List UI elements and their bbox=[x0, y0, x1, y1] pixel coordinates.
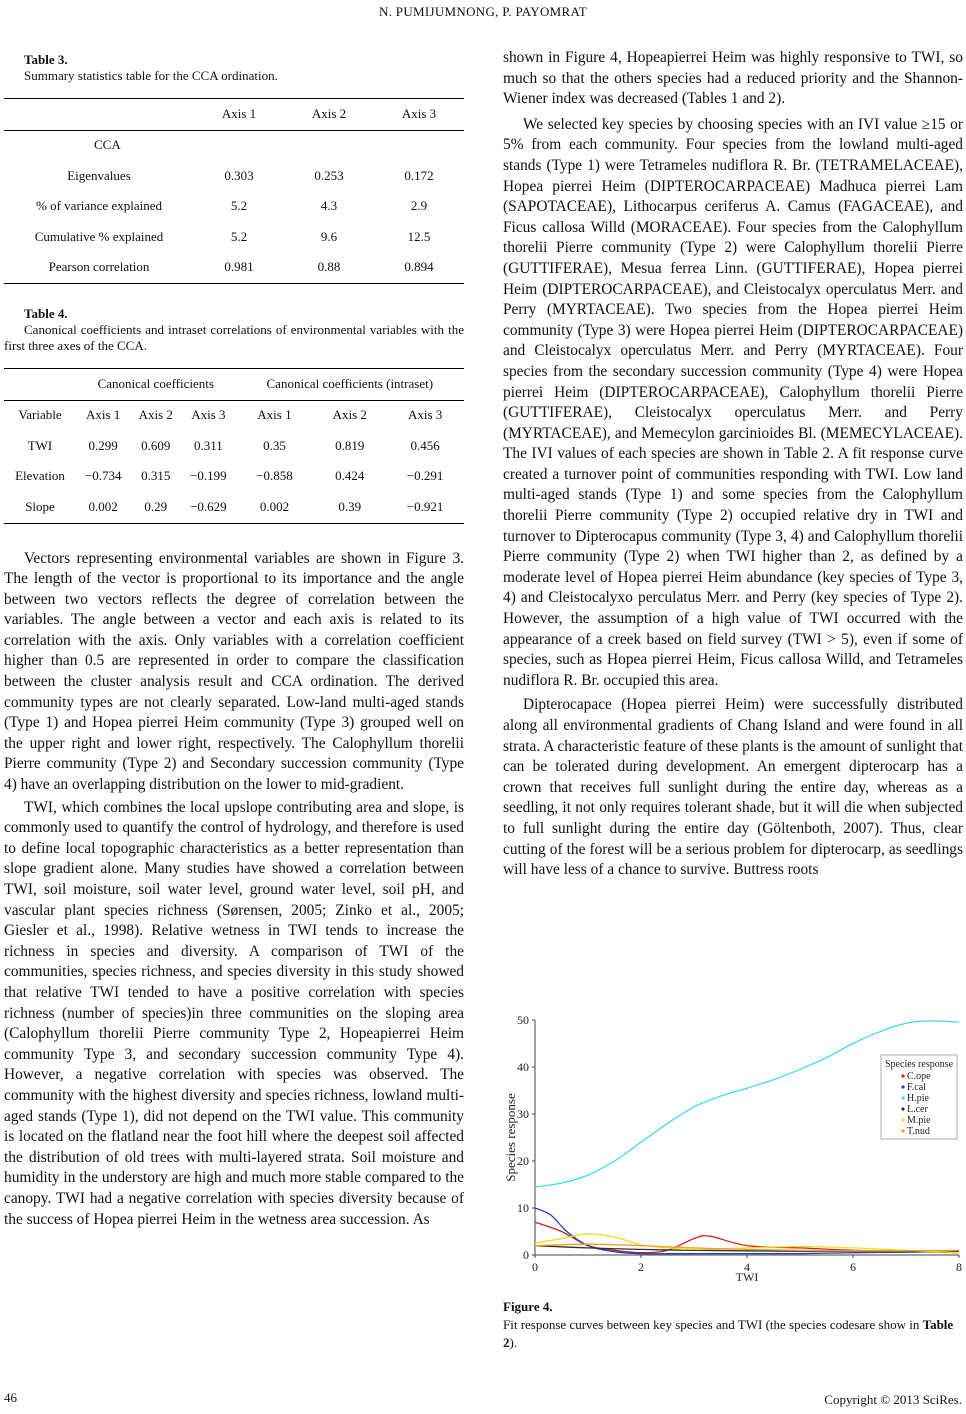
body-paragraph: TWI, which combines the local upslope contributing area and slope, is commonly used to quantify the control of hydrology, and therefore is used to define local topographic characteristics as a better representation than slope gradient alone. Many studies have showed a correlation between TWI, soil moisture, soil water level, ground water level, soil pH, and vascular plant species richness (Sørensen, 2005; Zinko et al., 2005; Giesler et al., 1998). Relative wetness in TWI tends to increase the richness in species and diversity. A comparison of TWI of the communities, species richness, and species diversity in this study showed that relative TWI tended to have a positive correlation with species richness (number of species)in three communities on the sloping area (Calophyllum thorelii Pierre community Type 2, Hopeapierrei Heim community Type 3, and secondary succession community Type 4). However, a negative correlation with species was observed. The community with the highest diversity and species richness, lowland multi-aged stands (Type 1), did not depend on the TWI value. This community is located on the flatland near the foot hill where the deepest soil affected the distribution of old trees with multi-layered strata. Soil moisture and humidity in the understory are high and much more stable compared to the canopy. TWI had a negative correlation with species diversity because of the success of Hopea pierrei Heim in the wetness area succession. As bbox=[4, 798, 464, 1228]
table-cell: 0.299 bbox=[88, 437, 118, 453]
table-row bbox=[4, 192, 464, 223]
x-axis-label: TWI bbox=[735, 1270, 759, 1282]
x-tick-label: 4 bbox=[744, 1260, 750, 1274]
caption-text: ). bbox=[509, 1335, 518, 1350]
legend-entry: T.nud bbox=[907, 1126, 930, 1137]
legend-entry: M.pie bbox=[907, 1115, 931, 1126]
figure4-caption bbox=[503, 1298, 963, 1352]
legend-entry: L.cer bbox=[907, 1104, 928, 1115]
left-column bbox=[4, 52, 464, 1230]
table-cell: 0.35 bbox=[263, 437, 286, 453]
table-header-cell: Axis 1 bbox=[76, 400, 130, 431]
table-cell: 0.29 bbox=[130, 492, 181, 523]
x-tick-label: 8 bbox=[956, 1260, 962, 1274]
table-row bbox=[4, 253, 464, 284]
table-header-cell: Axis 2 bbox=[284, 99, 374, 131]
table-header-cell: Axis 2 bbox=[313, 400, 386, 431]
table-cell: −0.291 bbox=[406, 468, 444, 484]
table-cell: −0.199 bbox=[190, 468, 227, 484]
table-cell: −0.629 bbox=[181, 492, 235, 523]
table-cell: 0.424 bbox=[335, 468, 365, 484]
table-cell: 0.88 bbox=[284, 253, 374, 284]
table-row bbox=[4, 431, 464, 462]
table-row bbox=[4, 492, 464, 523]
table4 bbox=[4, 368, 464, 524]
y-tick-label: 30 bbox=[517, 1107, 529, 1121]
y-tick-label: 10 bbox=[517, 1201, 529, 1215]
table-cell: 0.894 bbox=[374, 253, 464, 284]
page-number: 46 bbox=[4, 1390, 17, 1405]
series-line-f-cal bbox=[535, 1208, 959, 1254]
caption-ref: Table 2 bbox=[503, 1317, 954, 1350]
table-header-cell: Variable bbox=[4, 400, 76, 431]
legend-title: Species response bbox=[885, 1059, 954, 1070]
x-tick-label: 0 bbox=[532, 1260, 538, 1274]
table3-caption: Summary statistics table for the CCA ordination. bbox=[24, 68, 278, 83]
copyright-notice: Copyright © 2013 SciRes. bbox=[824, 1392, 962, 1407]
table-header-cell: Axis 2 bbox=[130, 400, 181, 431]
table-cell: 0.456 bbox=[410, 437, 440, 453]
table-cell: 0.253 bbox=[314, 167, 344, 183]
table-header-cell: Axis 1 bbox=[236, 400, 314, 431]
figure4-label: Figure 4. bbox=[503, 1299, 553, 1314]
legend-marker bbox=[901, 1107, 904, 1110]
table-row bbox=[4, 161, 464, 192]
table-cell: 0.609 bbox=[141, 437, 171, 453]
body-paragraph: We selected key species by choosing species with an IVI value ≥15 or 5% from each community. Four species from the lowland multi-aged stands (Type 1) were Tetrameles nudiflora R. Br. (TETRAMELACEAE), Hopea pierrei Heim (DIPTEROCARPACEAE) Madhuca pierrei Lam (SAPOTACEAE), Lithocarpus ceriferus A. Camus (FAGACEAE), and Ficus callosa Willd (MORACEAE). Four species from the Calophyllum thorelii Pierre community (Type 2) were Calophyllum thorelii Pierre (GUTTIFERAE), Mesua ferrea Linn. (GUTTIFERAE), Hopea pierrei Heim (DIPTEROCARPACEAE), and Cleistocalyx operculatus Merr. and Perry (MYRTACEAE). Two species from the Hopea pierrei Heim community (Type 3) were Hopea pierrei Heim (DIPTEROCARPACEAE) and Cleistocalyx operculatus Merr. and Perry (MYRTACEAE). Four species from the secondary succession community (Type 4) were Hopea pierrei Heim (DIPTEROCARPACEAE), Calophyllum thorelii Pierre (GUTTIFERAE), Cleistocalyx operculatus Merr. and Perry (MYRTACEAE), and Memecylon garcinioides Bl. (MEMECYLACEAE). The IVI values of each species are shown in Table 2. A fit response curve created a turnover point of communities responding with TWI. Low land multi-aged stands (Type 1) and some species from the Calophyllum thorelii Pierre community (Type 2) occupied relative dry in TWI and turnover to Dipterocapus community (Type 3, 4) and Calophyllum thorelii Pierre community (Type 2) when TWI higher than 2, as defined by a moderate level of Hopea pierrei Heim abundance (key species of Type 3, 4) and Cleistocalyxo perculatus Merr. and Perry (key species of Type 2). However, the assumption of a high value of TWI occurred with the appearance of a creek based on field survey (TWI > 5), even if some of species, such as Hopea pierrei Heim, Ficus callosa Willd, and Tetrameles nudiflora R. Br. occupied this area. bbox=[503, 115, 963, 689]
table-cell: 4.3 bbox=[320, 198, 338, 214]
legend-marker bbox=[901, 1074, 904, 1077]
table-cell: 12.5 bbox=[407, 228, 431, 244]
figure4-chart bbox=[503, 1012, 963, 1282]
table-cell: 0.303 bbox=[224, 167, 254, 183]
running-header: N. PUMIJUMNONG, P. PAYOMRAT bbox=[379, 4, 587, 19]
x-tick-label: 2 bbox=[638, 1260, 644, 1274]
table-cell: 2.9 bbox=[410, 198, 428, 214]
table-header-row bbox=[4, 99, 464, 131]
table-cell: 0.819 bbox=[335, 437, 365, 453]
y-tick-label: 0 bbox=[523, 1248, 529, 1262]
table-row bbox=[4, 222, 464, 253]
right-column bbox=[503, 48, 963, 881]
table-row bbox=[4, 462, 464, 493]
body-paragraph: Dipterocapace (Hopea pierrei Heim) were successfully distributed along all environmental gradients of Chang Island and were found in all strata. A characteristic feature of these plants is the amount of sunlight that can be tolerated during development. An emergent dipterocarp has a crown that receives full sunlight during the entire day, whereas as a seedling, it not only requires tolerant shade, but it will die when subjected to full sunlight during the entire day (Göltenboth, 2007). Thus, clear cutting of the forest will be a serious problem for dipterocarp, as seedlings will have less of a chance to survive. Buttress roots bbox=[503, 696, 963, 879]
table4-label: Table 4. bbox=[24, 306, 68, 321]
table-cell: −0.921 bbox=[386, 492, 464, 523]
table-cell: % of variance explained bbox=[36, 198, 162, 214]
table-header-cell: Axis 3 bbox=[181, 400, 235, 431]
table3-label: Table 3. bbox=[24, 52, 68, 67]
table-row bbox=[4, 130, 464, 161]
legend-entry: H.pie bbox=[907, 1093, 929, 1104]
table-cell: 0.981 bbox=[194, 253, 284, 284]
y-tick-label: 50 bbox=[517, 1013, 529, 1027]
table-cell: TWI bbox=[27, 437, 53, 453]
table-group-header-row bbox=[4, 369, 464, 401]
y-axis-label: Species response bbox=[503, 1093, 518, 1182]
legend-entry: F.cal bbox=[907, 1082, 926, 1093]
table-cell: 0.311 bbox=[194, 437, 223, 453]
y-tick-label: 40 bbox=[517, 1060, 529, 1074]
table3 bbox=[4, 98, 464, 284]
table4-caption: Canonical coefficients and intraset correlations of environmental variables with the first three axes of the CCA. bbox=[4, 322, 464, 353]
table-cell: Eigenvalues bbox=[67, 167, 131, 183]
table-cell: 0.39 bbox=[313, 492, 386, 523]
table-cell: Pearson correlation bbox=[4, 253, 194, 284]
table-cell: 9.6 bbox=[320, 228, 338, 244]
table-header-cell: Axis 1 bbox=[194, 99, 284, 131]
table-group-header: Canonical coefficients bbox=[76, 369, 236, 401]
x-tick-label: 6 bbox=[850, 1260, 856, 1274]
table-cell: −0.858 bbox=[256, 468, 293, 484]
table-cell: CCA bbox=[4, 130, 194, 161]
y-tick-label: 20 bbox=[517, 1154, 529, 1168]
body-paragraph: shown in Figure 4, Hopeapierrei Heim was highly responsive to TWI, so much so that the others species had a reduced priority and the Shannon-Wiener index was decreased (Tables 1 and 2). bbox=[503, 49, 963, 108]
table-cell: 0.002 bbox=[76, 492, 130, 523]
legend-marker bbox=[901, 1096, 904, 1099]
table-group-header: Canonical coefficients (intraset) bbox=[236, 369, 464, 401]
table-cell: Slope bbox=[4, 492, 76, 523]
table-cell: 5.2 bbox=[230, 198, 248, 214]
caption-text: Fit response curves between key species and TWI (the species codesare show in bbox=[503, 1317, 923, 1332]
table-cell: −0.734 bbox=[84, 468, 122, 484]
legend-entry: C.ope bbox=[907, 1071, 931, 1082]
table-cell: 5.2 bbox=[230, 228, 248, 244]
body-paragraph: Vectors representing environmental variables are shown in Figure 3. The length of the vector is proportional to its importance and the angle between two vectors reflects the degree of correlation between the variables. The angle between a vector and each axis is related to its correlation with the axis. Only variables with a correlation coefficient higher than 0.5 are represented in order to compare the classification between the cluster analysis result and CCA ordination. The derived community types are not clearly separated. Low-land multi-aged stands (Type 1) and Hopea pierrei Heim community (Type 3) grouped well on the upper right and lower right, respectively. The Calophyllum thorelii Pierre community (Type 2) and Secondary succession community (Type 4) have an overlapping distribution on the lower to mid-gradient. bbox=[4, 549, 464, 794]
table-cell: 0.172 bbox=[404, 167, 434, 183]
table-cell: 0.002 bbox=[236, 492, 314, 523]
table-header-cell: Axis 3 bbox=[374, 99, 464, 131]
table-header-row bbox=[4, 400, 464, 431]
legend-marker bbox=[901, 1118, 904, 1121]
table-cell: Elevation bbox=[15, 468, 65, 484]
legend-marker bbox=[901, 1085, 904, 1088]
table-cell: Cumulative % explained bbox=[34, 228, 164, 244]
table-cell: 0.315 bbox=[141, 468, 171, 484]
legend-marker bbox=[901, 1129, 904, 1132]
table-header-cell: Axis 3 bbox=[386, 400, 464, 431]
